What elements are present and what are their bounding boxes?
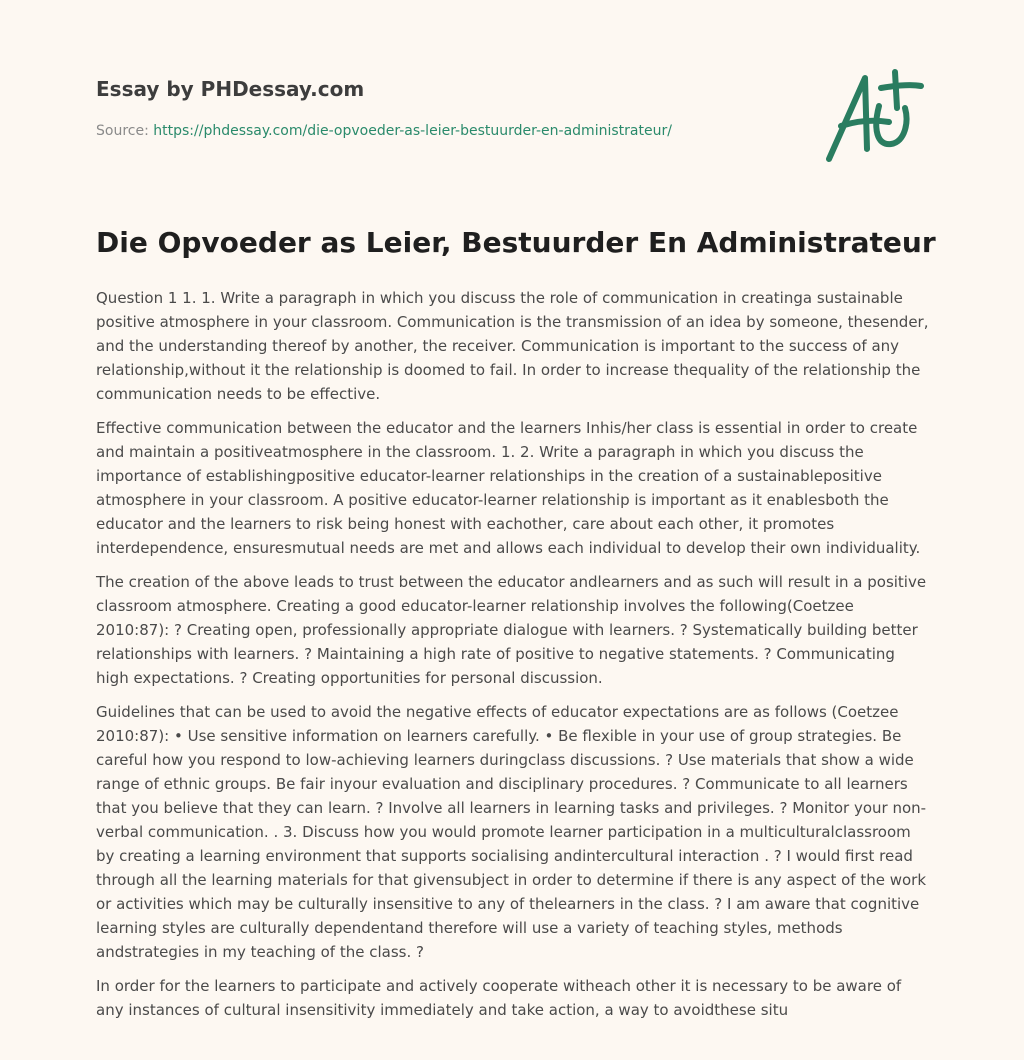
document-body — [96, 286, 931, 1032]
body-paragraph: In order for the learners to participate and actively cooperate witheach other it is necessary to be aware of any instances of cultural insensitivity immediately and take action, a way to avoidthese situ — [96, 977, 902, 1019]
body-paragraph: Effective communication between the educator and the learners Inhis/her class is essential in order to create and maintain a positiveatmosphere in the classroom. 1. 2. Write a paragraph in which you discuss the importance of establishingpositive educator-learner relationships in the creation of a sustainablepositive atmosphere in your classroom. A positive educator-learner relationship is important as it enablesboth the educator and the learners to risk being honest with eachother, care about each other, it promotes interdependence, ensuresmutual needs are met and allows each individual to develop their own individuality. — [96, 419, 921, 557]
page-header — [96, 0, 928, 200]
source-link[interactable]: https://phdessay.com/die-opvoeder-as-leier-bestuurder-en-administrateur/ — [153, 123, 672, 139]
site-title: Essay by PHDessay.com — [96, 77, 365, 101]
body-paragraph: The creation of the above leads to trust between the educator andlearners and as such will result in a positive classroom atmosphere. Creating a good educator-learner relationship involves the following(Coetzee 2010:87): ? Creating open, professionally appropriate dialogue with learners. ? Systematically building better relationships with learners. ? Maintaining a high rate of positive to negative statements. ? Communicating high expectations. ? Creating opportunities for personal discussion. — [96, 573, 927, 687]
source-label: Source: — [96, 123, 154, 139]
source-line — [96, 123, 672, 139]
body-paragraph: Guidelines that can be used to avoid the negative effects of educator expectations are as follows (Coetzee 2010:87): • Use sensitive information on learners carefully. • Be flexible in your use of group strategies. Be careful how you respond to low-achieving learners duringclass discussions. ? Use materials that show a wide range of ethnic groups. Be fair inyour evaluation and disciplinary procedures. ? Communicate to all learners that you believe that they can learn. ? Involve all learners in learning tasks and privileges. ? Monitor your non-verbal communication. . 3. Discuss how you would promote learner participation in a multiculturalclassroom by creating a learning environment that supports socialising andintercultural interaction . ? I would first read through all the learning materials for that givensubject in order to determine if there is any aspect of the work or activities which may be culturally insensitive to any of thelearners in the class. ? I am aware that cognitive learning styles are culturally dependentand therefore will use a variety of teaching styles, methods andstrategies in my teaching of the class. ? — [96, 703, 927, 961]
body-paragraph: Question 1 1. 1. Write a paragraph in which you discuss the role of communication in creatinga sustainable positive atmosphere in your classroom. Communication is the transmission of an idea by someone, thesender, and the understanding thereof by another, the receiver. Communication is important to the success of any relationship,without it the relationship is doomed to fail. In order to increase thequality of the relationship the communication needs to be effective. — [96, 289, 929, 403]
document-title: Die Opvoeder as Leier, Bestuurder En Administrateur — [96, 226, 936, 259]
a-plus-logo-icon — [821, 64, 931, 174]
